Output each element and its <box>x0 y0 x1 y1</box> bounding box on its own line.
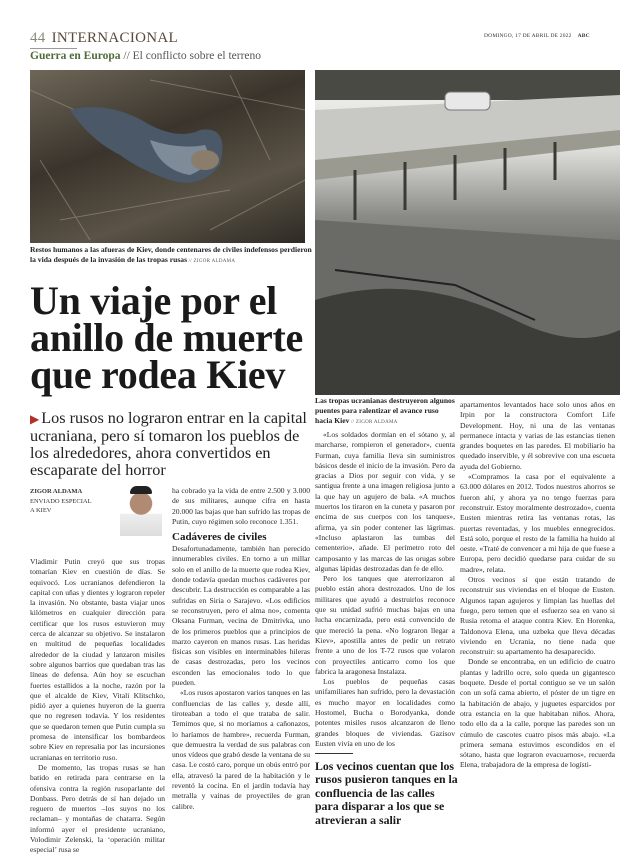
paragraph: De momento, las tropas rusas se han batido en retirada para centrarse en la ofensiva contra la región rusoparlante del Donbass. Pero detrás de sí han dejado un reguero de muertos –los suyos no los reclaman– y montañas de chatarra. Según informó ayer el presidente ucraniano, Volodimir Zelenski, la ‘operación militar especial’ rusa se <box>30 762 165 855</box>
photo-destroyed-bridge <box>315 70 620 395</box>
section-title <box>30 30 178 47</box>
paragraph: apartamentos levantados hace solo unos años en Irpin por la constructora Comfort Life Development. Hoy, ni una de las ventanas permanece intacta y varias de las estancias tienen grandes boquetes en las paredes. El mobiliario ha quedado inservible, y él sobrevive con una escueta ayuda del Gobierno. <box>460 400 615 471</box>
paragraph: ha cobrado ya la vida de entre 2.500 y 3.000 de sus militares, aunque cifra en hasta 20.000 las bajas que han sufrido las tropas de Putin, cuyo régimen solo reconoce 1.351. <box>172 486 310 526</box>
divider <box>30 48 77 49</box>
headline: Un viaje por el anillo de muerte que rodea Kiev <box>30 278 303 397</box>
paragraph: Pero los tanques que aterrorizaron al pueblo están ahora destrozados. Uno de los militares que ayudó a destruirlos reconoce que su unidad sufrió muchas bajas en una lucha encarnizada, pero está convencido de que mereció la pena. «No lograron llegar a Kiev», apostilla antes de pedir un retrato frente a uno de los T-72 rusos que volaron con proyectiles anticarro como los que fabrica la aragonesa Instalaza. <box>315 574 455 676</box>
author-role: ENVIADO ESPECIAL <box>30 497 92 505</box>
paragraph: «Los rusos apostaron varios tanques en las confluencias de las calles y, desde allí, tiroteaban a todo el que trataba de salir. Temimos que, si no moríamos a cañonazos, lo haríamos de hambre», recuerda Furman, que demuestra la verdad de sus palabras con unos vídeos que grabó desde la ventana de su casa. Le costó caro, porque un obús entró por ella, atravesó la pared de la habitación y le reventó la cocina. En el jardín todavía hay metralla y vainas de proyectiles de gran calibre. <box>172 688 310 811</box>
byline <box>30 487 92 516</box>
brand: ABC <box>577 33 590 39</box>
subheadline-text: Los rusos no lograron entrar en la capital ucraniana, pero sí tomaron los pueblos de los alrededores, ahora convertidos en escaparate del horror <box>30 409 307 479</box>
kicker-topic: Guerra en Europa <box>30 50 121 62</box>
article-column-3 <box>315 430 455 749</box>
pull-quote-rule <box>315 753 353 754</box>
article-column-4 <box>460 400 615 771</box>
page-number: 44 <box>30 30 46 46</box>
dateline <box>484 33 590 39</box>
subheading: Cadáveres de civiles <box>172 531 267 544</box>
kicker-subtopic: // El conflicto sobre el terreno <box>120 50 262 62</box>
pull-quote: Los vecinos cuentan que los rusos pusieron tanques en la confluencia de las calles para disparar a los que se atrevieran a salir <box>315 759 458 827</box>
article-column-1 <box>30 557 165 856</box>
photo-credit: // ZIGOR ALDAMA <box>187 259 236 264</box>
photo-caption <box>315 396 455 428</box>
author-place: A KIEV <box>30 507 52 514</box>
section-name: INTERNACIONAL <box>51 30 178 46</box>
paragraph: Los pueblos de pequeñas casas unifamiliares han sufrido, pero la devastación es mucho mayor en localidades como Hostomel, Bucha o Borodyanka, donde potentes misiles rusos alcanzaron de lleno grandes bloques de viviendas. Gazisov Eusten vivía en uno de los <box>315 677 455 748</box>
paragraph: «Los soldados dormían en el sótano y, al marcharse, rompieron el generador», cuenta Furman, cuya familia lleva sin suministros básicos desde el inicio de la invasión. Pero da gracias a Dios por seguir con vida, y se santigua frente a una imagen religiosa junto a la que hay un agujero de bala. «A muchos muertos los tiraron en la cuneta y pasaron por encima de sus cuerpos con los tanques», afirma, ya sin poder contener las lágrimas. «Incluso aplastaron las tumbas del cementerio», añade. El perímetro roto del camposanto y las marcas de las orugas sobre algunas lápidas destrozadas dan fe de ello. <box>315 430 455 573</box>
caption-text: Restos humanos a las afueras de Kiev, donde centenares de civiles indefensos perdieron la vida después de la invasión de las tropas rusas <box>30 245 312 264</box>
paragraph: Desafortunadamente, también han perecido innumerables civiles. En torno a un millar solo en el anillo de la muerte que rodea Kiev, donde todavía quedan muchos cadáveres por descubrir. La destrucción es comparable a las sufridas en Siria o Sarajevo. «Los edificios se reconstruyen, pero el alma no», comenta Oksana Furman, vecina de Dmitrivka, uno de los primeros pueblos que a principios de marzo cayeron en manos rusas. Las heridas físicas son visibles en interminables hileras de casas destrozadas, pero los vecinos esconden las emocionales todo lo que pueden. <box>172 544 310 688</box>
paragraph: «Compramos la casa por el equivalente a 63.000 dólares en 2012. Todos nuestros ahorros se fueron ahí, y ahora ya no tengo fuerzas para reconstruir. Estoy moralmente destrozado», cuenta Eusten mientras retira las ventanas rotas, las puertas reventadas, y los muebles ennegrecidos. Está solo, porque el resto de la familia ha huido al oeste. «Traté de convencer a mi hija de que fuese a Europa, pero decidió quedarse para cuidar de su madre», relata. <box>460 472 615 574</box>
subheadline <box>30 410 310 479</box>
triangle-bullet-icon: ▶ <box>30 412 40 426</box>
photo-credit: // ZIGOR ALDAMA <box>349 420 398 425</box>
author: ZIGOR ALDAMA <box>30 488 83 495</box>
article-column-2 <box>172 486 310 812</box>
kicker <box>30 50 261 62</box>
caption-text: Las tropas ucranianas destruyeron algunos puentes para ralentizar el avance ruso hacia Kiev <box>315 396 455 425</box>
paragraph: Vladimir Putin creyó que sus tropas tomarían Kiev en cuestión de días. Se equivocó. Los ucranianos defendieron la capital con uñas y dientes y lograron repeler la invasión. No obstante, basta viajar unos kilómetros en cualquier dirección para certificar que los rusos estuvieron muy cerca de alcanzar su objetivo. Se instalaron en multitud de pequeñas localidades alrededor de la ciudad y lanzaron misiles sobre algunos barrios que quedaban tras las líneas de defensa. Aún hoy se escuchan fuertes estallidos a la noche, razón por la que el alcalde de Kiev, Vitali Klitschko, pidió ayer a quienes huyeron de la guerra que no regresen todavía. Y los residentes que se quedaron temen que Putin cumpla su promesa de intensificar los bombardeos sobre Kiev en represalia por las incursiones ucranianas en territorio ruso. <box>30 557 165 762</box>
date: DOMINGO, 17 DE ABRIL DE 2022 <box>484 33 572 39</box>
photo-caption <box>30 245 315 267</box>
paragraph: Otros vecinos sí que están tratando de reconstruir sus viviendas en el bloque de Eusten. Algunos tapan agujeros y limpian las huellas del fuego, pero temen que el esfuerzo sea en vano si Rusia retoma el ataque contra Kiev. En Horenka, Taldonova Elena, una uzbeka que lleva décadas viviendo en Ucrania, no tiene nada que reconstruir: su apartamento ha desaparecido. <box>460 575 615 657</box>
paragraph: Donde se encontraba, en un edificio de cuatro plantas y ladrillo ocre, solo queda un gigantesco boquete. Desde el portal contiguo se ve un salón con un sofá cama abierto, el póster de un tigre en la habitación de abajo, y juguetes esparcidos por otra estancia en la que habitaban niños. Ahora, todo ello da a la calle, porque las paredes son un cúmulo de cascotes cuatro pisos más abajo. «La primera semana estuvimos escondidos en el sótano, hasta que lograron evacuarnos», recuerda Elena, trabajadora de la empresa de logísti- <box>460 657 615 770</box>
photo-human-remains <box>30 70 305 243</box>
author-photo-hair <box>130 486 152 494</box>
